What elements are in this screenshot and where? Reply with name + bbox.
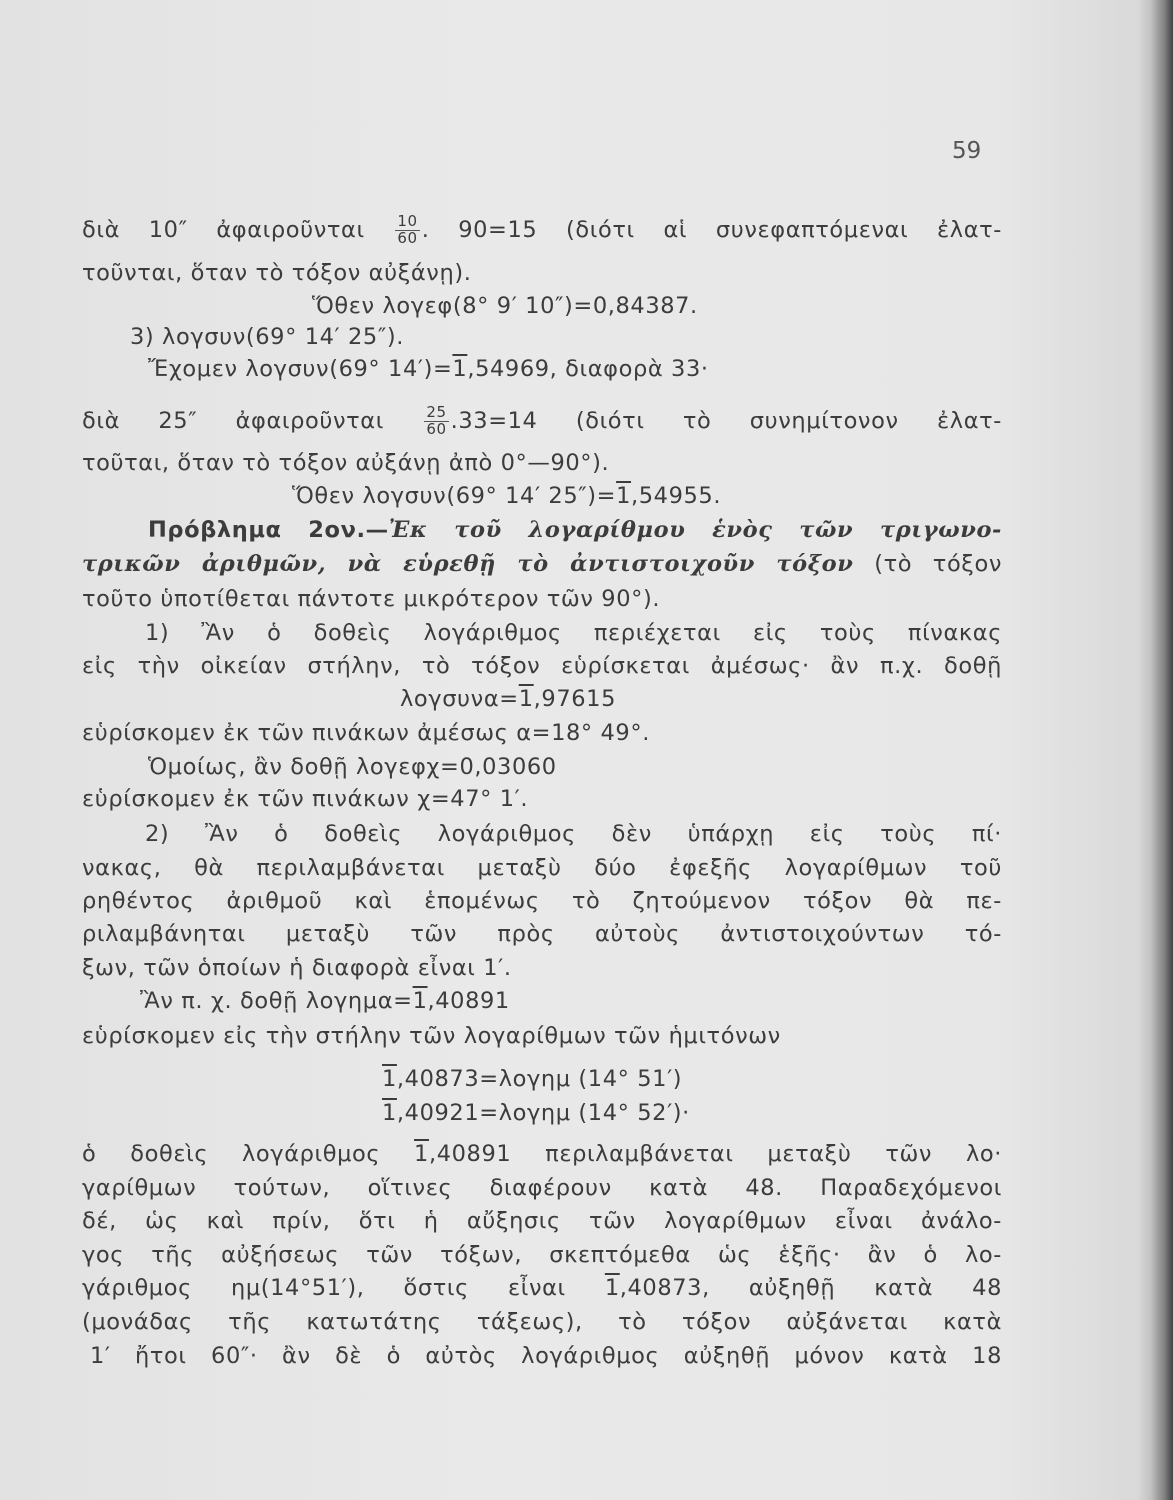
formula-line-25: 1,40873=λογημ (14° 51′) xyxy=(382,1066,683,1092)
text-line-3: Ὅθεν λογεφ(8° 9′ 10″)=0,84387. xyxy=(312,293,698,319)
text-line-33: 1′ ἤτοι 60″· ἂν δὲ ὁ αὐτὸς λογάριθμος αὐξηθῇ μόνον κατὰ 18 xyxy=(90,1343,1002,1369)
text-line-4: 3) λογσυν(69° 14′ 25″). xyxy=(130,324,404,350)
text-line-15: εὑρίσκομεν ἐκ τῶν πινάκων ἀμέσως α=18° 49°. xyxy=(82,720,650,746)
text-line-18: 2) Ἂν ὁ δοθεὶς λογάριθμος δὲν ὑπάρχῃ εἰς τοὺς πί· xyxy=(145,821,1002,847)
page-edge-shadow xyxy=(1151,0,1173,1500)
page-number: 59 xyxy=(952,138,982,164)
text-line-17: εὑρίσκομεν ἐκ τῶν πινάκων χ=47° 1′. xyxy=(82,786,529,812)
text-line-12: 1) Ἂν ὁ δοθεὶς λογάριθμος περιέχεται εἰς τοὺς πίνακας xyxy=(145,620,1002,646)
text-line-21: ριλαμβάνηται μεταξὺ τῶν πρὸς αὐτοὺς ἀντιστοιχούντων τό- xyxy=(82,921,1002,947)
text-line-6: διὰ 25″ ἀφαιροῦνται $\frac{25}{60}$ .33=14 (διότι τὸ συνημίτονον ἐλατ- xyxy=(82,403,1002,438)
text-line-1: διὰ 10″ ἀφαιροῦνται $\frac{10}{60}$ . 90=15 (διότι αἱ συνεφαπτόμεναι ἐλατ- xyxy=(82,212,1002,247)
fraction: $\frac{10}{60}$ xyxy=(397,212,418,247)
text-line-24: εὑρίσκομεν εἰς τὴν στήλην τῶν λογαρίθμων τῶν ἡμιτόνων xyxy=(82,1023,781,1049)
text-line-5: Ἔχομεν λογσυν(69° 14′)=1,54969, διαφορὰ 33· xyxy=(148,356,709,382)
formula-line-14: λογσυνα=1,97615 xyxy=(400,686,616,712)
text-line-8: Ὅθεν λογσυν(69° 14′ 25″)=1,54955. xyxy=(292,483,722,509)
text-line-28: γαρίθμων τούτων, οἵτινες διαφέρουν κατὰ 48. Παραδεχόμενοι xyxy=(82,1175,1002,1201)
text-line-23: Ἂν π. χ. δοθῇ λογημα=1,40891 xyxy=(140,988,510,1014)
text-line-16: Ὁμοίως, ἂν δοθῇ λογεφχ=0,03060 xyxy=(148,754,557,780)
text-line-7: τοῦται, ὅταν τὸ τόξον αὐξάνῃ ἀπὸ 0°—90°). xyxy=(82,450,610,476)
text-line-31: γάριθμος ημ(14°51′), ὅστις εἶναι 1,40873, αὐξηθῇ κατὰ 48 xyxy=(82,1275,1002,1301)
text-line-30: γος τῆς αὐξήσεως τῶν τόξων, σκεπτόμεθα ὡς ἑξῆς· ἂν ὁ λο- xyxy=(82,1242,1002,1268)
formula-line-26: 1,40921=λογημ (14° 52′)· xyxy=(382,1100,690,1126)
text-line-29: δέ, ὡς καὶ πρίν, ὅτι ἡ αὔξησις τῶν λογαρίθμων εἶναι ἀνάλο- xyxy=(82,1208,1002,1234)
problem-title: Πρόβλημα 2ον.— xyxy=(148,517,389,543)
text-line-32: (μονάδας τῆς κατωτάτης τάξεως), τὸ τόξον αὐξάνεται κατὰ xyxy=(82,1309,1002,1335)
problem-heading: Πρόβλημα 2ον.—Ἐκ τοῦ λογαρίθμου ἑνὸς τῶν τριγωνο- xyxy=(148,517,1002,543)
text-line-27: ὁ δοθεὶς λογάριθμος 1,40891 περιλαμβάνεται μεταξὺ τῶν λο· xyxy=(82,1141,1002,1167)
text-line-13: εἰς τὴν οἰκείαν στήλην, τὸ τόξον εὑρίσκεται ἀμέσως· ἂν π.χ. δοθῇ xyxy=(82,653,1002,679)
text-line-2: τοῦνται, ὅταν τὸ τόξον αὐξάνῃ). xyxy=(82,260,472,286)
text-line-20: ρηθέντος ἀριθμοῦ καὶ ἑπομένως τὸ ζητούμενον τόξον θὰ πε- xyxy=(82,888,1002,914)
text-line-22: ξων, τῶν ὁποίων ἡ διαφορὰ εἶναι 1′. xyxy=(82,955,512,981)
fraction: $\frac{25}{60}$ xyxy=(426,403,447,438)
text-line-10: τρικῶν ἀριθμῶν, νὰ εὑρεθῇ τὸ ἀντιστοιχοῦν τόξον (τὸ τόξον xyxy=(82,551,1002,577)
text-line-19: νακας, θὰ περιλαμβάνεται μεταξὺ δύο ἐφεξῆς λογαρίθμων τοῦ xyxy=(82,855,1002,881)
text-line-11: τοῦτο ὑποτίθεται πάντοτε μικρότερον τῶν 90°). xyxy=(82,586,661,612)
